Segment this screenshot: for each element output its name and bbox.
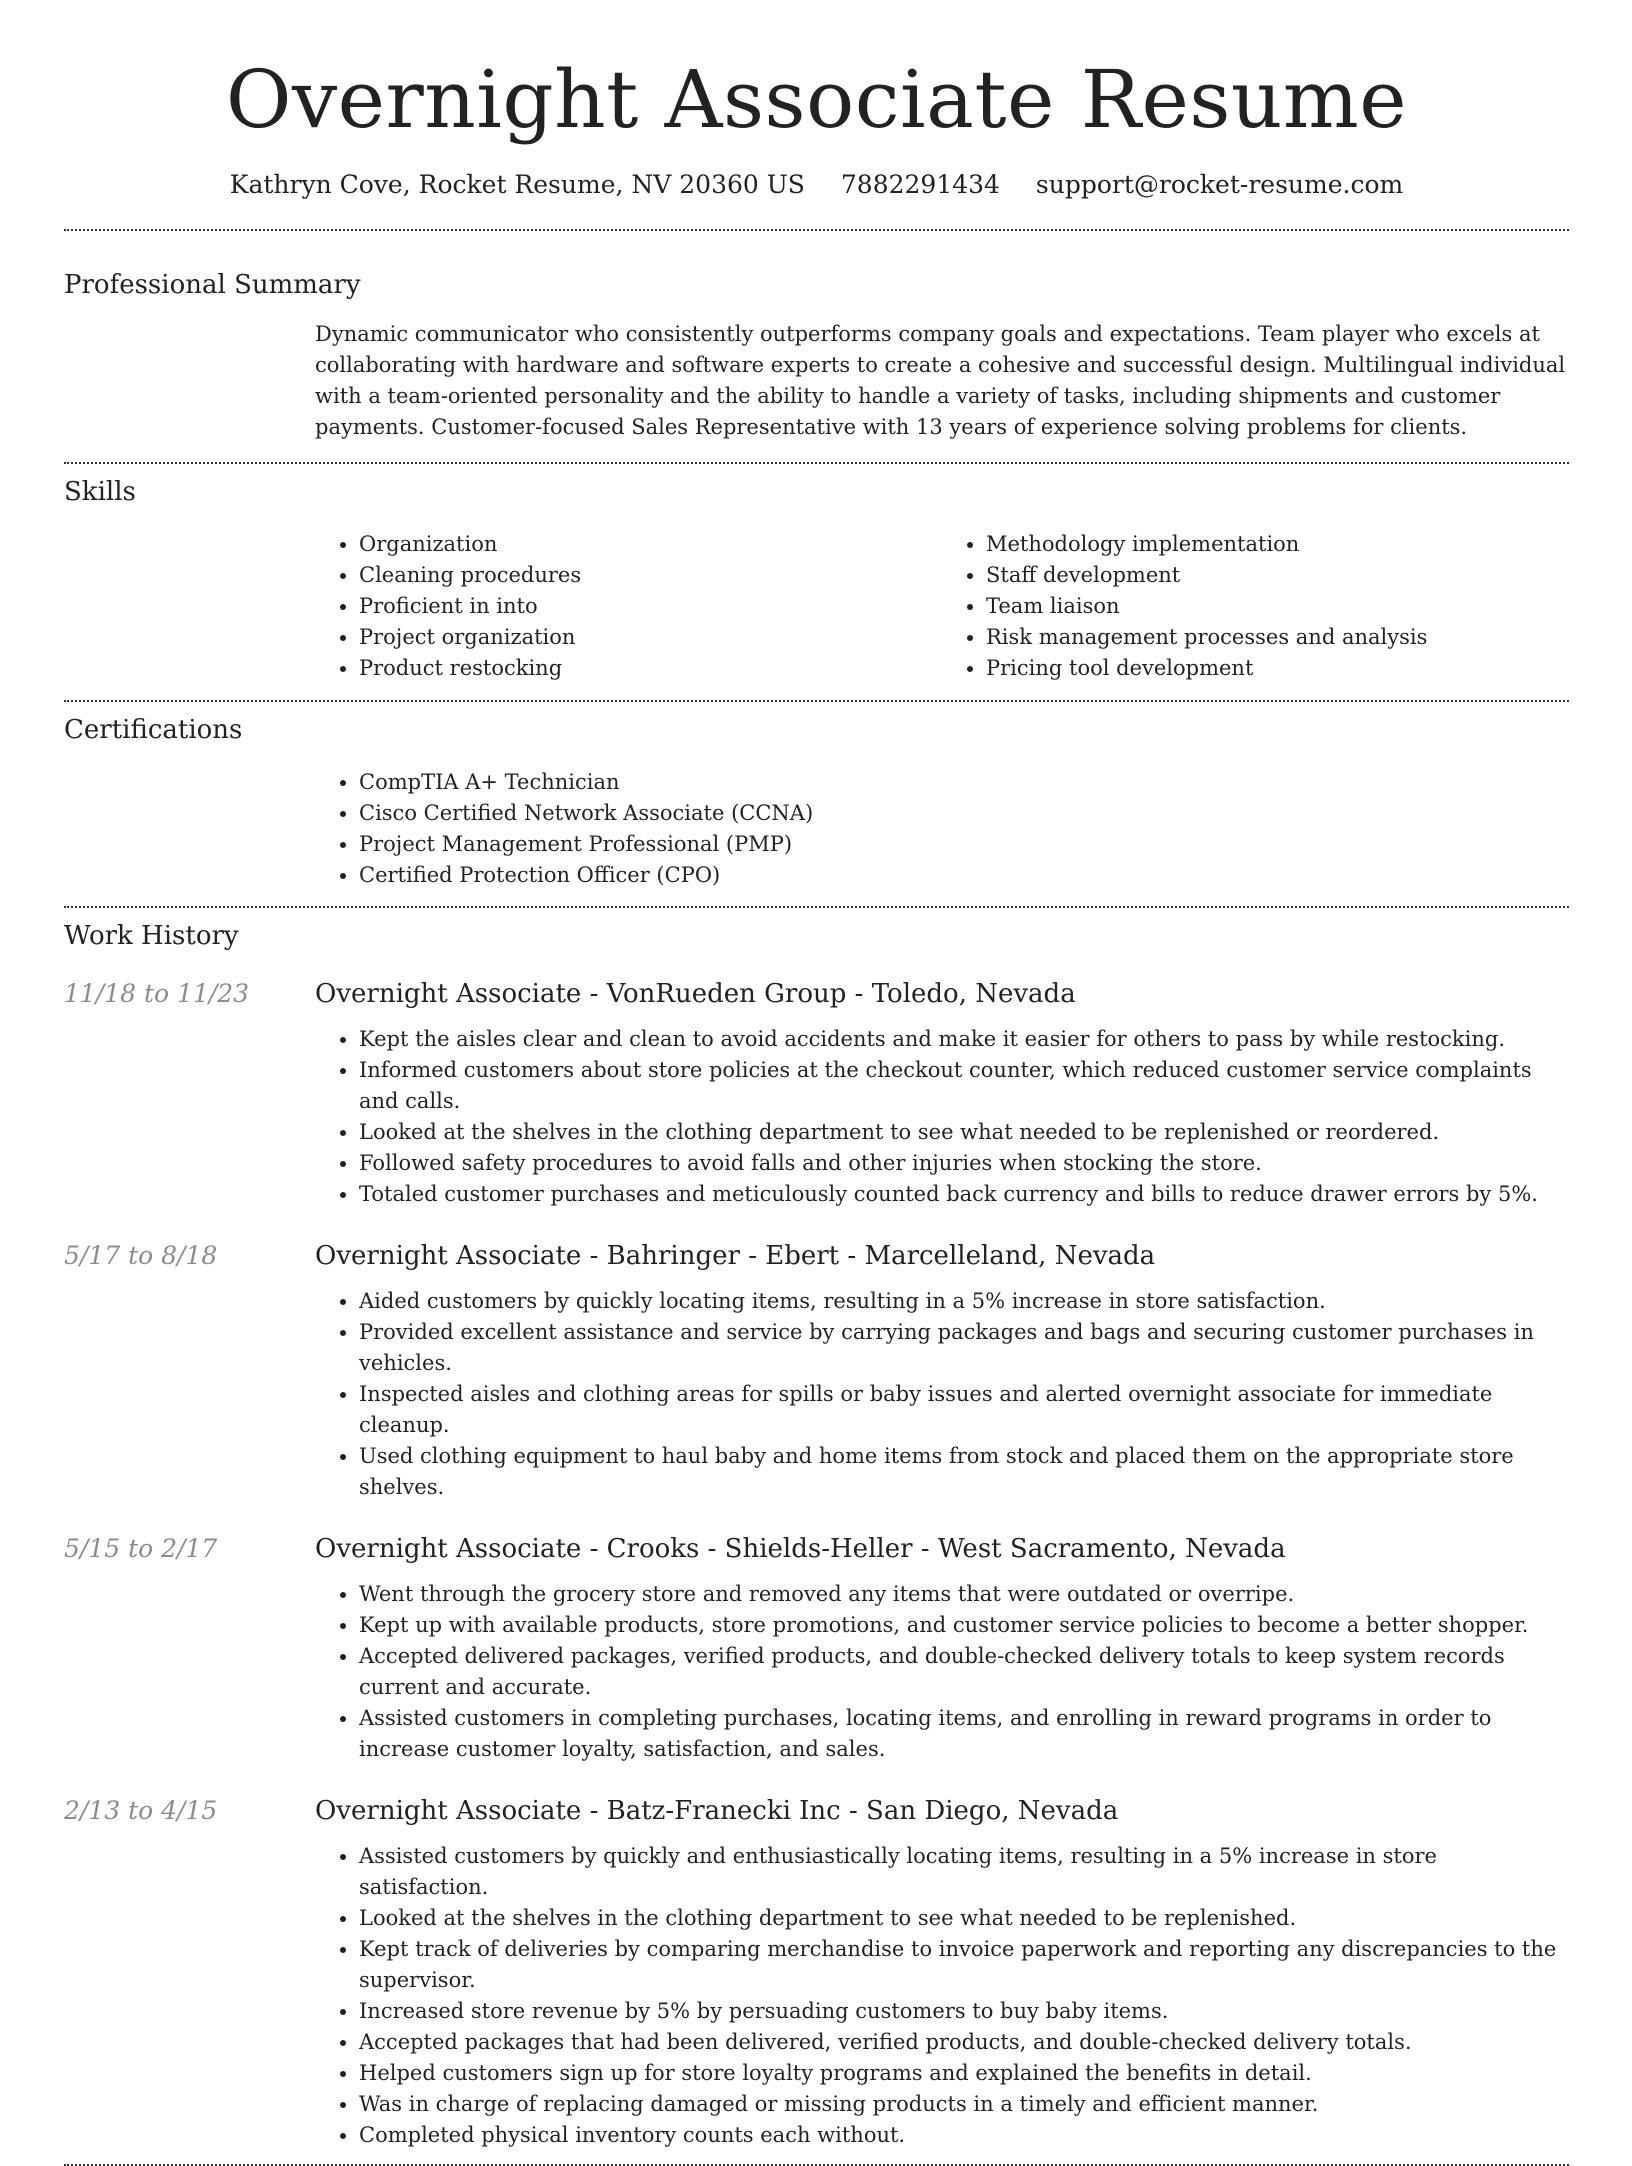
certification-item: • Cisco Certified Network Associate (CCNA) [359, 798, 1569, 829]
job-dates: 11/18 to 11/23 [64, 979, 250, 1008]
job-entry [64, 1532, 1569, 1765]
contact-address: Kathryn Cove, Rocket Resume, NV 20360 US [229, 170, 805, 199]
job-bullet: • Increased store revenue by 5% by persuading customers to buy baby items. [359, 1996, 1569, 2027]
job-bullet: • Aided customers by quickly locating items, resulting in a 5% increase in store satisfaction. [359, 1286, 1569, 1317]
job-title: Overnight Associate - Bahringer - Ebert - Marcelleland, Nevada [315, 1241, 1156, 1271]
job-title: Overnight Associate - Batz-Franecki Inc - San Diego, Nevada [315, 1796, 1119, 1826]
skills-section [64, 464, 1569, 684]
job-bullet: • Totaled customer purchases and meticulously counted back currency and bills to reduce drawer errors by 5%. [359, 1179, 1569, 1210]
job-bullets [315, 1024, 1569, 1210]
job-bullet: • Used clothing equipment to haul baby and home items from stock and placed them on the appropriate store shelves. [359, 1441, 1569, 1503]
job-bullet: • Assisted customers by quickly and enthusiastically locating items, resulting in a 5% increase in store satisfaction. [359, 1841, 1569, 1903]
job-bullet: • Was in charge of replacing damaged or missing products in a timely and efficient manner. [359, 2089, 1569, 2120]
work-history-section [64, 908, 1569, 2151]
job-bullets [315, 1841, 1569, 2151]
contact-line [64, 168, 1569, 202]
job-entry [64, 977, 1569, 1210]
job-bullet: • Went through the grocery store and removed any items that were outdated or overripe. [359, 1579, 1569, 1610]
skill-item: • Project organization [359, 622, 942, 653]
job-bullet: • Kept track of deliveries by comparing merchandise to invoice paperwork and reporting any discrepancies to the supervisor. [359, 1934, 1569, 1996]
contact-email: support@rocket-resume.com [1035, 170, 1404, 199]
job-dates: 2/13 to 4/15 [64, 1796, 218, 1825]
skill-item: • Organization [359, 529, 942, 560]
job-bullet: • Followed safety procedures to avoid falls and other injuries when stocking the store. [359, 1148, 1569, 1179]
job-dates: 5/15 to 2/17 [64, 1534, 218, 1563]
certification-item: • Project Management Professional (PMP) [359, 829, 1569, 860]
section-heading-summary: Professional Summary [64, 270, 361, 300]
jobs-container [64, 977, 1569, 2151]
job-bullet: • Provided excellent assistance and service by carrying packages and bags and securing customer purchases in vehicles. [359, 1317, 1569, 1379]
skill-item: • Pricing tool development [986, 653, 1569, 684]
skill-item: • Staff development [986, 560, 1569, 591]
section-heading-skills: Skills [64, 477, 136, 507]
job-title: Overnight Associate - VonRueden Group - Toledo, Nevada [315, 979, 1076, 1009]
summary-text: Dynamic communicator who consistently outperforms company goals and expectations. Team player who excels at collaborating with hardware and software experts to create a cohesive and successful design. Multilingual individual with a team-oriented personality and the ability to handle a variety of tasks, including shipments and customer payments. Customer-focused Sales Representative with 13 years of experience solving problems for clients. [315, 322, 1566, 439]
resume-page [64, 0, 1569, 2166]
job-bullet: • Kept up with available products, store promotions, and customer service policies to become a better shopper. [359, 1610, 1569, 1641]
skill-item: • Methodology implementation [986, 529, 1569, 560]
summary-section [64, 231, 1569, 443]
section-heading-work-history: Work History [64, 921, 239, 951]
job-bullet: • Looked at the shelves in the clothing department to see what needed to be replenished. [359, 1903, 1569, 1934]
page-title: Overnight Associate Resume [225, 53, 1408, 146]
skill-item: • Product restocking [359, 653, 942, 684]
job-bullet: • Helped customers sign up for store loyalty programs and explained the benefits in detail. [359, 2058, 1569, 2089]
job-entry [64, 1239, 1569, 1503]
job-bullet: • Kept the aisles clear and clean to avoid accidents and make it easier for others to pass by while restocking. [359, 1024, 1569, 1055]
skills-list-right [942, 529, 1569, 684]
certifications-body [315, 767, 1569, 891]
skill-item: • Team liaison [986, 591, 1569, 622]
certifications-section [64, 702, 1569, 891]
section-heading-certifications: Certifications [64, 715, 243, 745]
skill-item: • Proficient in into [359, 591, 942, 622]
job-bullets [315, 1579, 1569, 1765]
job-bullet: • Looked at the shelves in the clothing department to see what needed to be replenished or reordered. [359, 1117, 1569, 1148]
certifications-list [315, 767, 1569, 891]
certification-item: • Certified Protection Officer (CPO) [359, 860, 1569, 891]
job-bullet: • Accepted delivered packages, verified products, and double-checked delivery totals to keep system records current and accurate. [359, 1641, 1569, 1703]
skills-columns [315, 529, 1569, 684]
job-bullets [315, 1286, 1569, 1503]
job-dates: 5/17 to 8/18 [64, 1241, 218, 1270]
job-bullet: • Informed customers about store policies at the checkout counter, which reduced customer service complaints and calls. [359, 1055, 1569, 1117]
skill-item: • Cleaning procedures [359, 560, 942, 591]
summary-body [315, 319, 1569, 443]
skill-item: • Risk management processes and analysis [986, 622, 1569, 653]
job-bullet: • Assisted customers in completing purchases, locating items, and enrolling in reward programs in order to increase customer loyalty, satisfaction, and sales. [359, 1703, 1569, 1765]
skills-list-left [315, 529, 942, 684]
job-entry [64, 1794, 1569, 2151]
job-bullet: • Completed physical inventory counts each without. [359, 2120, 1569, 2151]
contact-phone: 7882291434 [840, 170, 1000, 199]
certification-item: • CompTIA A+ Technician [359, 767, 1569, 798]
job-bullet: • Inspected aisles and clothing areas for spills or baby issues and alerted overnight associate for immediate cleanup. [359, 1379, 1569, 1441]
job-title: Overnight Associate - Crooks - Shields-Heller - West Sacramento, Nevada [315, 1534, 1286, 1564]
job-bullet: • Accepted packages that had been delivered, verified products, and double-checked delivery totals. [359, 2027, 1569, 2058]
